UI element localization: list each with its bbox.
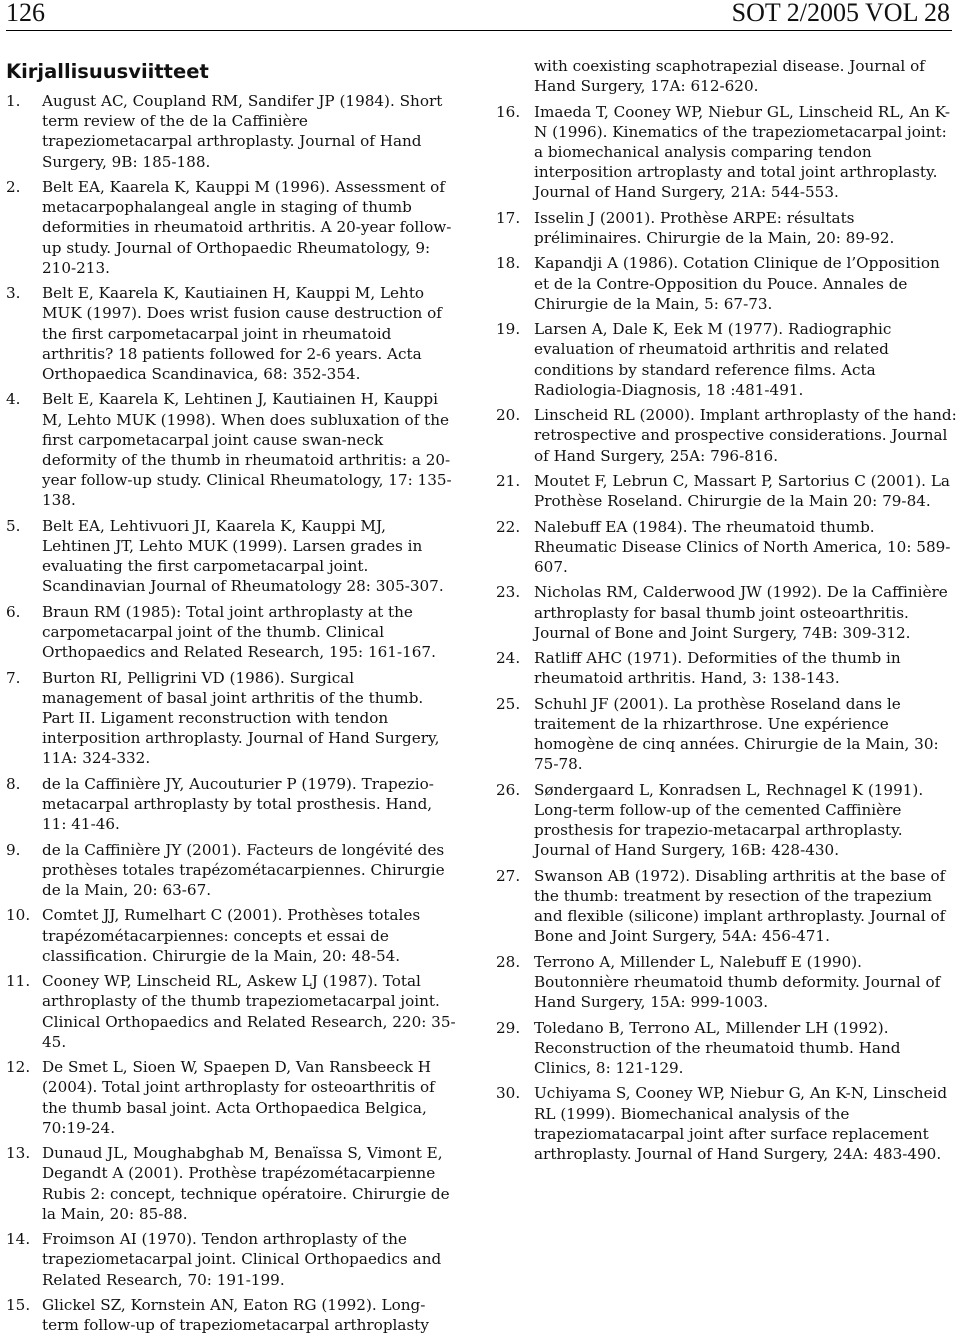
reference-number: 29. [496,1018,521,1037]
reference-item [6,516,458,597]
reference-item [6,602,458,663]
reference-item [496,253,958,314]
reference-number: 17. [496,208,521,227]
reference-text: Schuhl JF (2001). La prothèse Roseland dans le traitement de la rhizarthrose. Une expérience homogène de cinq années. Chirurgie de la Main, 30: 75-78. [534,694,939,774]
reference-number: 13. [6,1144,31,1163]
reference-number: 11. [6,972,31,991]
reference-item [6,283,458,384]
reference-item [496,1083,958,1164]
reference-number: 26. [496,780,521,799]
reference-list-left [6,91,458,1335]
reference-number: 9. [6,840,21,859]
reference-item [6,1229,458,1290]
reference-list-right [496,56,958,1164]
reference-item [6,840,458,901]
reference-number: 19. [496,320,521,339]
reference-text: Terrono A, Millender L, Nalebuff E (1990). Boutonnière rheumatoid thumb deformity. Journal of Hand Surgery, 15A: 999-1003. [534,952,941,1012]
reference-item [496,866,958,947]
reference-number: 12. [6,1058,31,1077]
reference-text: Belt EA, Lehtivuori JI, Kaarela K, Kauppi MJ, Lehtinen JT, Lehto MUK (1999). Larsen grades in evaluating the first carpometacarpal joint. Scandinavian Journal of Rheumatology 28: 305-307. [42,516,444,596]
reference-text: Belt E, Kaarela K, Lehtinen J, Kautiainen H, Kauppi M, Lehto MUK (1998). When does subluxation of the first carpometacarpal joint cause swan-neck deformity of the thumb in rheumatoid arthritis: a 20-year follow-up study. Clinical Rheumatology, 17: 135-138. [42,390,452,510]
reference-item [496,1018,958,1079]
reference-text: Uchiyama S, Cooney WP, Niebur G, An K-N, Linscheid RL (1999). Biomechanical analysis of the trapeziomatacarpal joint after surface replacement arthroplasty. Journal of Hand Surgery, 24A: 483-490. [534,1084,948,1163]
section-title: Kirjallisuusviitteet [6,60,209,83]
left-column [6,54,458,1341]
reference-text: with coexisting scaphotrapezial disease. Journal of Hand Surgery, 17A: 612-620. [534,57,925,96]
reference-number: 18. [496,254,521,273]
reference-item [6,177,458,278]
reference-item [6,389,458,510]
reference-item [6,905,458,966]
reference-item [496,471,958,511]
reference-text: Belt E, Kaarela K, Kautiainen H, Kauppi M, Lehto MUK (1997). Does wrist fusion cause destruction of the first carpometacarpal joint in rheumatoid arthritis? 18 patients followed for 2-6 years. Acta Orthopaedica Scandinavica, 68: 352-354. [42,284,442,384]
reference-item [6,1295,458,1335]
reference-item [496,208,958,248]
reference-text: Ratliff AHC (1971). Deformities of the thumb in rheumatoid arthritis. Hand, 3: 138-143. [534,649,901,688]
reference-item [6,971,458,1052]
reference-text: De Smet L, Sioen W, Spaepen D, Van Ransbeeck H (2004). Total joint arthroplasty for osteoarthritis of the thumb basal joint. Acta Orthopaedica Belgica, 70:19-24. [42,1058,435,1137]
reference-item [496,517,958,578]
reference-item [496,319,958,400]
reference-text: Comtet JJ, Rumelhart C (2001). Prothèses totales trapézométacarpiennes: concepts et essai de classification. Chirurgie de la Main, 20: 48-54. [42,906,421,965]
reference-number: 24. [496,649,521,668]
reference-number: 7. [6,668,21,687]
reference-number: 22. [496,517,521,536]
reference-number: 14. [6,1230,31,1249]
reference-number: 5. [6,516,21,535]
reference-item [496,582,958,643]
reference-text: Cooney WP, Linscheid RL, Askew LJ (1987). Total arthroplasty of the thumb trapeziometacarpal joint. Clinical Orthopaedics and Related Research, 220: 35-45. [42,972,456,1051]
reference-number: 27. [496,866,521,885]
reference-item [496,952,958,1013]
reference-item [6,1143,458,1224]
reference-number: 15. [6,1296,31,1314]
reference-number: 20. [496,406,521,425]
page-number: 126 [6,0,45,27]
reference-item [496,648,958,688]
reference-text: Glickel SZ, Kornstein AN, Eaton RG (1992). Long-term follow-up of trapeziometacarpal arthroplasty [42,1296,429,1335]
reference-item [496,694,958,775]
reference-item [6,1057,458,1138]
reference-number: 4. [6,390,21,409]
reference-number: 2. [6,178,21,196]
reference-item [6,668,458,769]
reference-text: Nalebuff EA (1984). The rheumatoid thumb. Rheumatic Disease Clinics of North America, 10: 589-607. [534,517,951,576]
reference-text: de la Caffinière JY (2001). Facteurs de longévité des prothèses totales trapézométacarpiennes. Chirurgie de la Main, 20: 63-67. [42,840,445,900]
reference-text: Froimson AI (1970). Tendon arthroplasty of the trapeziometacarpal joint. Clinical Orthopaedics and Related Research, 70: 191-199. [42,1230,442,1289]
reference-text: Kapandji A (1986). Cotation Clinique de l’Opposition et de la Contre-Opposition du Pouce. Annales de Chirurgie de la Main, 5: 67-73. [534,254,940,313]
reference-item [6,774,458,835]
reference-text: Nicholas RM, Calderwood JW (1992). De la Caffinière arthroplasty for basal thumb joint osteoarthritis. Journal of Bone and Joint Surgery, 74B: 309-312. [534,583,948,642]
reference-text: Isselin J (2001). Prothèse ARPE: résultats préliminaires. Chirurgie de la Main, 20: 89-92. [534,208,895,247]
reference-text: de la Caffinière JY, Aucouturier P (1979). Trapezio-metacarpal arthroplasty by total prosthesis. Hand, 11: 41-46. [42,774,434,834]
reference-text: Moutet F, Lebrun C, Massart P, Sartorius C (2001). La Prothèse Roseland. Chirurgie de la Main 20: 79-84. [534,471,950,511]
reference-number: 28. [496,952,521,971]
reference-number: 10. [6,906,31,925]
reference-number: 21. [496,471,521,490]
reference-item-continued [496,56,958,96]
reference-number: 23. [496,583,521,602]
journal-issue: SOT 2/2005 VOL 28 [731,0,950,27]
reference-text: Swanson AB (1972). Disabling arthritis at the base of the thumb: treatment by resection of the trapezium and flexible (silicone) implant arthroplasty. Journal of Bone and Joint Surgery, 54A: 456-471. [534,866,946,946]
reference-item [496,102,958,203]
reference-item [496,780,958,861]
reference-text: Burton RI, Pelligrini VD (1986). Surgical management of basal joint arthritis of the thumb. Part II. Ligament reconstruction with tendon interposition arthroplasty. Journal of Hand Surgery, 11A: 324-332. [42,668,440,768]
reference-text: Toledano B, Terrono AL, Millender LH (1992). Reconstruction of the rheumatoid thumb. Hand Clinics, 8: 121-129. [534,1018,901,1077]
reference-text: Linscheid RL (2000). Implant arthroplasty of the hand: retrospective and prospective considerations. Journal of Hand Surgery, 25A: 796-816. [534,406,957,465]
reference-number: 6. [6,602,21,621]
right-column [496,56,958,1169]
reference-text: Belt EA, Kaarela K, Kauppi M (1996). Assessment of metacarpophalangeal angle in staging of thumb deformities in rheumatoid arthritis. A 20-year follow-up study. Journal of Orthopaedic Rheumatology, 9: 210-213. [42,178,452,277]
reference-number: 16. [496,102,521,121]
page-header [6,0,952,31]
reference-text: Dunaud JL, Moughabghab M, Benaïssa S, Vimont E, Degandt A (2001). Prothèse trapézométacarpienne Rubis 2: concept, technique opératoire. Chirurgie de la Main, 20: 85-88. [42,1144,450,1223]
reference-item [496,405,958,466]
reference-text: Imaeda T, Cooney WP, Niebur GL, Linscheid RL, An K-N (1996). Kinematics of the trapeziometacarpal joint: a biomechanical analysis comparing tendon interposition artroplasty and total joint arthroplasty. Journal of Hand Surgery, 21A: 544-553. [534,102,951,202]
reference-number: 30. [496,1084,521,1103]
reference-number: 3. [6,284,21,303]
reference-text: Søndergaard L, Konradsen L, Rechnagel K (1991). Long-term follow-up of the cemented Caffinière prosthesis for trapezio-metacarpal arthroplasty. Journal of Hand Surgery, 16B: 428-430. [534,780,924,860]
reference-text: August AC, Coupland RM, Sandifer JP (1984). Short term review of the de la Caffinière trapeziometacarpal arthroplasty. Journal of Hand Surgery, 9B: 185-188. [42,92,443,171]
reference-number: 1. [6,92,21,110]
reference-number: 25. [496,694,521,713]
reference-item [6,91,458,172]
reference-text: Braun RM (1985): Total joint arthroplasty at the carpometacarpal joint of the thumb. Clinical Orthopaedics and Related Research, 195: 161-167. [42,602,436,662]
reference-text: Larsen A, Dale K, Eek M (1977). Radiographic evaluation of rheumatoid arthritis and related conditions by standard reference films. Acta Radiologia-Diagnosis, 18 :481-491. [534,320,892,399]
reference-number: 8. [6,774,21,793]
